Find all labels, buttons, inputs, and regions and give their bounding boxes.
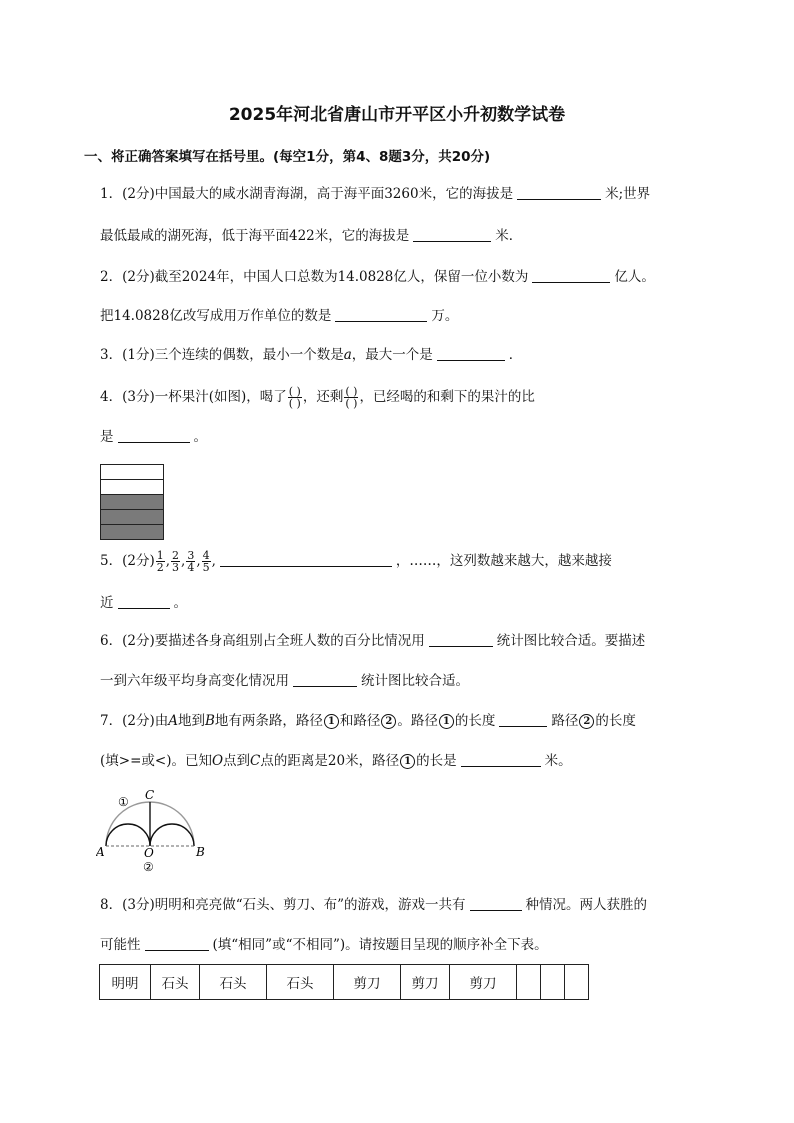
q6-blank-1[interactable]	[429, 632, 493, 647]
q3-text-a: 3．(1分)三个连续的偶数，最小一个数是	[100, 347, 344, 363]
q5-text-d: 。	[173, 595, 187, 611]
q3-text-c: ．	[508, 347, 523, 363]
table-cell: 剪刀	[334, 965, 401, 1000]
q4-fraction-drunk[interactable]: $\frac{( )}{( )}$	[288, 385, 301, 410]
q3-text-b: ，最大一个是	[351, 347, 433, 363]
question-6-line-2	[100, 671, 469, 691]
q4-fraction-left[interactable]: $\frac{( )}{( )}$	[345, 385, 358, 410]
q2-text-d: 万。	[431, 308, 459, 324]
question-5-line-1	[100, 550, 612, 573]
q4-blank[interactable]	[118, 428, 190, 443]
q4-text-b: ，还剩	[302, 389, 344, 405]
question-8-line-1: 8．(3分)明明和亮亮做“石头、剪刀、布”的游戏，游戏一共有 种情况。两人获胜的	[100, 897, 648, 913]
q1-text-c: 最低最咸的湖死海，低于海平面422米，它的海拔是	[100, 228, 410, 244]
page-title: 2025年河北省唐山市开平区小升初数学试卷	[228, 105, 566, 125]
fig-label-o: O	[144, 846, 154, 860]
question-7-line-1: 7．(2分)由A地到B地有两条路，路径 1 和路径 2 。路径 1 的长度 路径 2 的长度	[100, 713, 636, 729]
fig-label-c: C	[145, 788, 155, 802]
q5-blank-1[interactable]	[220, 552, 392, 567]
table-cell: 石头	[267, 965, 334, 1000]
table-empty-cell[interactable]	[517, 965, 541, 1000]
q5-text-c: 近	[100, 595, 114, 611]
q3-variable: a	[343, 347, 352, 363]
q5-text-b: ，……，这列数越来越大，越来越接	[395, 553, 612, 569]
q4-text-e: 。	[193, 429, 207, 445]
juice-cup-figure	[100, 464, 164, 540]
q5-fraction-4: $\frac{4}{5}$	[202, 549, 210, 574]
question-2-line-2	[100, 306, 458, 326]
q1-text-a: 1．(2分)中国最大的咸水湖青海湖，高于海平面3260米，它的海拔是	[100, 186, 514, 202]
q4-text-a: 4．(3分)一杯果汁(如图)，喝了	[100, 389, 287, 405]
table-empty-cell[interactable]	[541, 965, 565, 1000]
table-empty-cell[interactable]	[565, 965, 589, 1000]
q6-text-c: 一到六年级平均身高变化情况用	[100, 673, 289, 689]
q5-fraction-2: $\frac{2}{3}$	[172, 549, 180, 574]
q5-blank-2[interactable]	[118, 594, 170, 609]
table-cell: 石头	[200, 965, 267, 1000]
path-1-marker: 1	[400, 754, 415, 769]
path-2-marker: 2	[579, 714, 594, 729]
q5-text-a: 5．(2分)	[100, 553, 155, 569]
juice-empty-part	[100, 464, 164, 480]
q1-text-b: 米;世界	[605, 186, 651, 202]
q8-blank-2[interactable]	[145, 936, 209, 951]
fig-label-1: ①	[118, 795, 129, 809]
question-3	[100, 345, 522, 365]
q2-text-b: 亿人。	[614, 269, 655, 285]
q4-text-c: ，已经喝的和剩下的果汁的比	[359, 389, 535, 405]
q7-point-a: A	[168, 713, 178, 729]
game-table	[99, 964, 589, 1000]
q8-blank-1[interactable]	[470, 896, 522, 911]
q5-fraction-3: $\frac{3}{4}$	[187, 549, 195, 574]
table-header-cell: 明明	[100, 965, 151, 1000]
q6-text-d: 统计图比较合适。	[361, 673, 469, 689]
table-cell: 石头	[151, 965, 200, 1000]
question-1-line-1	[100, 184, 650, 204]
q6-text-b: 统计图比较合适。要描述	[496, 633, 646, 649]
juice-filled-part	[100, 495, 164, 510]
fig-label-2: ②	[143, 860, 154, 874]
q1-blank-1[interactable]	[517, 185, 601, 200]
question-8-line-2: 可能性 (填“相同”或“不相同”)。请按题目呈现的顺序补全下表。	[100, 937, 548, 953]
q7-blank-compare[interactable]	[499, 712, 547, 727]
question-2-line-1	[100, 267, 655, 287]
q6-blank-2[interactable]	[293, 672, 357, 687]
q2-text-c: 把14.0828亿改写成用万作单位的数是	[100, 308, 332, 324]
path-1-marker: 1	[324, 714, 339, 729]
q5-separator: ,	[196, 553, 201, 569]
juice-filled-part	[100, 525, 164, 540]
table-row	[100, 965, 589, 1000]
q5-fraction-1: $\frac{1}{2}$	[156, 549, 164, 574]
semicircle-paths-figure	[96, 786, 206, 878]
q1-blank-2[interactable]	[413, 227, 491, 242]
table-cell: 剪刀	[401, 965, 450, 1000]
q3-blank[interactable]	[437, 346, 505, 361]
question-1-line-2	[100, 226, 522, 246]
question-5-line-2	[100, 593, 187, 613]
question-4-line-2	[100, 427, 207, 447]
fig-label-a: A	[96, 845, 105, 859]
q2-blank-1[interactable]	[532, 268, 610, 283]
q7-blank-length[interactable]	[461, 752, 541, 767]
fig-label-b: B	[196, 845, 205, 859]
path-2-marker: 2	[381, 714, 396, 729]
q2-text-a: 2．(2分)截至2024年，中国人口总数为14.0828亿人，保留一位小数为	[100, 269, 529, 285]
q5-separator: ,	[165, 553, 171, 569]
q7-point-o: O	[211, 753, 224, 769]
question-6-line-1	[100, 631, 645, 651]
q6-text-a: 6．(2分)要描述各身高组别占全班人数的百分比情况用	[100, 633, 425, 649]
table-cell: 剪刀	[450, 965, 517, 1000]
juice-empty-part	[100, 480, 164, 495]
q4-text-d: 是	[100, 429, 114, 445]
q5-separator: ,	[211, 553, 216, 569]
juice-filled-part	[100, 510, 164, 525]
path-1-marker: 1	[439, 714, 454, 729]
q2-blank-2[interactable]	[335, 307, 427, 322]
q7-point-c: C	[250, 753, 261, 769]
question-4-line-1	[100, 386, 535, 409]
q1-text-d: 米．	[495, 228, 523, 244]
q7-point-b: B	[204, 713, 215, 729]
question-7-line-2: (填>=或<)。已知O点到C点的距离是20米，路径 1 的长是 米。	[100, 753, 572, 769]
q5-separator: ,	[181, 553, 186, 569]
section-heading: 一、将正确答案填写在括号里。(每空1分，第4、8题3分，共20分)	[84, 149, 491, 165]
